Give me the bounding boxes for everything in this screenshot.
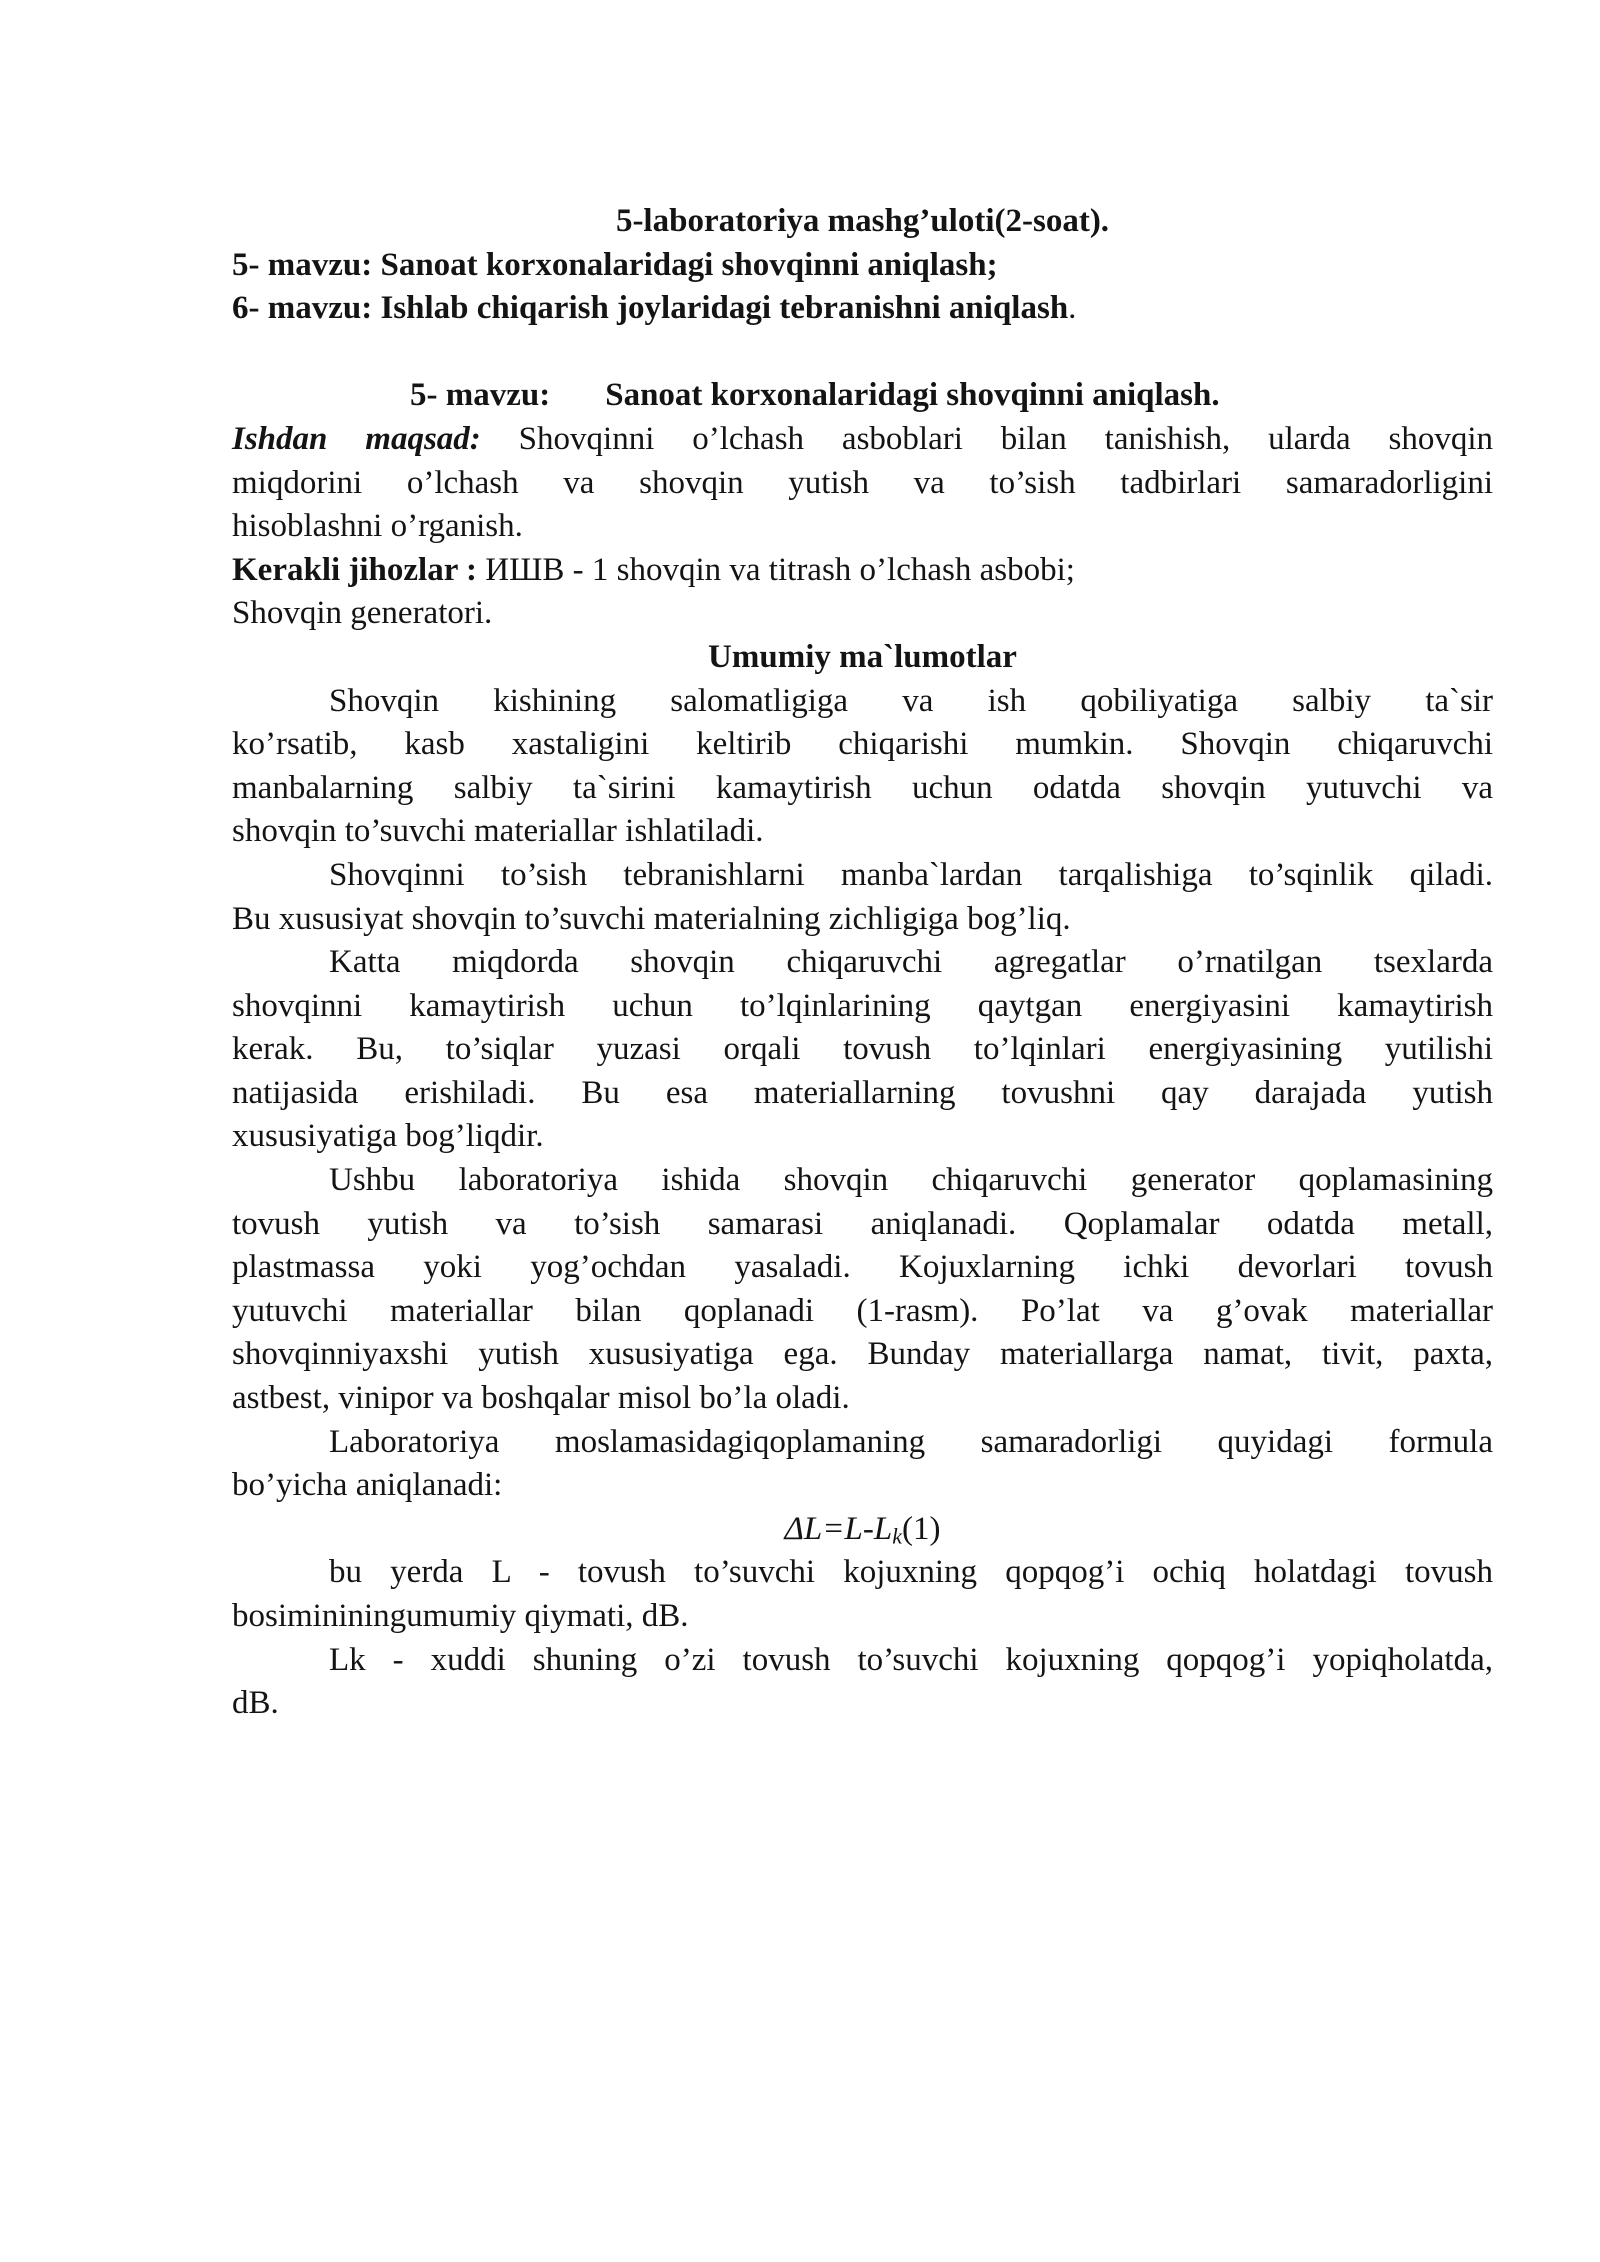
paragraph-3-line-5: xususiyatiga bog’liqdir. [232, 1118, 544, 1155]
purpose-line-1 [232, 418, 1493, 462]
paragraph-4-line-5: shovqinniyaxshi yutish xususiyatiga ega. Bunday materiallarga namat, tivit, paxta, [232, 1336, 1493, 1373]
equipment-line [232, 549, 1493, 593]
section-heading-title: Sanoat korxonalaridagi shovqinni aniqlash. [605, 377, 1220, 414]
paragraph-3-line-4: natijasida erishiladi. Bu esa materiallarning tovushni qay darajada yutish [232, 1074, 1493, 1111]
purpose-label: Ishdan maqsad: [232, 420, 481, 457]
purpose-line-2: miqdorini o’lchash va shovqin yutish va to’sish tadbirlari samaradorligini [232, 464, 1493, 501]
formula-number: (1) [901, 1510, 941, 1547]
paragraph-1-line-3: manbalarning salbiy ta`sirini kamaytirish uchun odatda shovqin yutuvchi va [232, 769, 1493, 806]
paragraph-3-line-2: shovqinni kamaytirish uchun to’lqinlarining qaytgan energiyasini kamaytirish [232, 987, 1493, 1024]
section-heading [232, 374, 1493, 418]
paragraph-2-line-1: Shovqinni to’sish tebranishlarni manba`lardan tarqalishiga to’sqinlik qiladi. [329, 856, 1493, 893]
topic-6-line [232, 287, 1493, 331]
paragraph-4-line-3: plastmassa yoki yog’ochdan yasaladi. Kojuxlarning ichki devorlari tovush [232, 1249, 1493, 1286]
formula-delta-l [232, 1508, 1493, 1552]
general-info-heading: Umumiy ma`lumotlar [708, 638, 1017, 675]
topic-5-line: 5- mavzu: Sanoat korxonalaridagi shovqinni aniqlash; [232, 246, 998, 283]
topic-6-text: 6- mavzu: Ishlab chiqarish joylaridagi tebranishni aniqlash [232, 290, 1069, 327]
paragraph-2-line-2: Bu xususiyat shovqin to’suvchi materialning zichligiga bog’liq. [232, 900, 1071, 937]
equipment-text: ИШВ - 1 shovqin va titrash o’lchash asbobi; [485, 551, 1075, 588]
paragraph-4-line-2: tovush yutish va to’sish samarasi aniqlanadi. Qoplamalar odatda metall, [232, 1205, 1493, 1242]
section-heading-label: 5- mavzu: [410, 377, 551, 414]
equipment-label: Kerakli jihozlar : [232, 551, 478, 588]
paragraph-5-line-1: Laboratoriya moslamasidagiqoplamaning samaradorligi quyidagi formula [329, 1423, 1493, 1460]
paragraph-4-line-6: astbest, vinipor va boshqalar misol bo’la oladi. [232, 1380, 850, 1417]
page-content [232, 200, 1493, 1726]
paragraph-4-line-4: yutuvchi materiallar bilan qoplanadi (1-rasm). Po’lat va g’ovak materiallar [232, 1292, 1493, 1329]
topic-6-period: . [1068, 290, 1077, 327]
purpose-line-3: hisoblashni o’rganish. [232, 508, 523, 545]
formula-subscript: k [892, 1523, 902, 1549]
paragraph-6-line-1: bu yerda L - tovush to’suvchi kojuxning qopqog’i ochiq holatdagi tovush [329, 1554, 1493, 1591]
paragraph-7-line-1: Lk - xuddi shuning o’zi tovush to’suvchi kojuxning qopqog’i yopiqholatda, [329, 1641, 1493, 1678]
paragraph-5-line-2: bo’yicha aniqlanadi: [232, 1467, 503, 1504]
paragraph-3-line-3: kerak. Bu, to’siqlar yuzasi orqali tovush to’lqinlari energiyasining yutilishi [232, 1031, 1493, 1068]
paragraph-1-line-1: Shovqin kishining salomatligiga va ish qobiliyatiga salbiy ta`sir [329, 682, 1493, 719]
formula-lhs: ΔL=L-L [784, 1510, 893, 1547]
paragraph-1-line-2: ko’rsatib, kasb xastaligini keltirib chiqarishi mumkin. Shovqin chiqaruvchi [232, 726, 1493, 763]
lab-title: 5-laboratoriya mashg’uloti(2-soat). [615, 203, 1110, 239]
paragraph-7-line-2: dB. [232, 1685, 279, 1722]
purpose-text-1: Shovqinni o’lchash asboblari bilan tanishish, ularda shovqin [518, 420, 1493, 457]
blank-line [232, 331, 1493, 375]
paragraph-1-line-4: shovqin to’suvchi materiallar ishlatiladi. [232, 813, 764, 850]
paragraph-6-line-2: bosimininingumumiy qiymati, dB. [232, 1598, 689, 1634]
equipment-line-2: Shovqin generatori. [232, 595, 493, 632]
paragraph-3-line-1: Katta miqdorda shovqin chiqaruvchi agregatlar o’rnatilgan tsexlarda [329, 944, 1493, 981]
paragraph-4-line-1: Ushbu laboratoriya ishida shovqin chiqaruvchi generator qoplamasining [329, 1162, 1493, 1199]
